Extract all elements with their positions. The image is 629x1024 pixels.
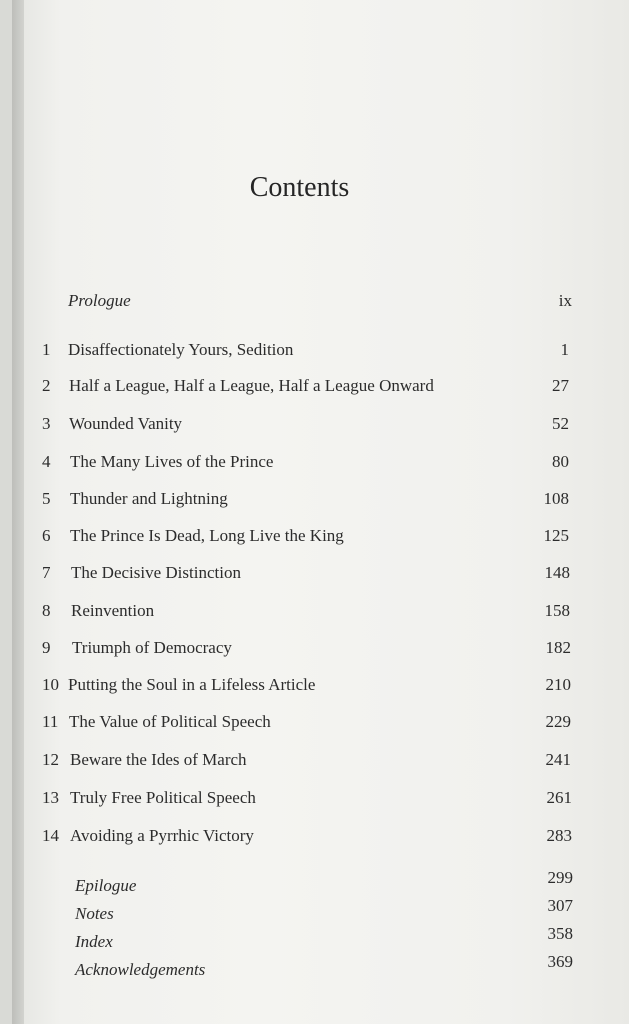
toc-page: 307 (547, 896, 573, 915)
toc-entry-chapter-10 (12, 671, 629, 699)
toc-entry-acknowledgements (12, 952, 629, 984)
toc-label: Epilogue (75, 876, 137, 895)
toc-entry-chapter-4 (12, 448, 629, 476)
toc-entry-chapter-9 (12, 634, 629, 662)
toc-page: 283 (546, 826, 572, 845)
chapter-number: 2 (42, 376, 51, 395)
chapter-number: 6 (42, 526, 51, 545)
toc-label: Beware the Ides of March (70, 750, 247, 769)
toc-label: Putting the Soul in a Lifeless Article (68, 675, 316, 694)
toc-entry-chapter-7 (12, 559, 629, 587)
chapter-number: 3 (42, 414, 51, 433)
toc-label: Reinvention (71, 601, 155, 620)
toc-page: 108 (543, 489, 569, 508)
chapter-number: 13 (42, 788, 59, 807)
toc-page: 125 (543, 526, 569, 545)
book-page (12, 0, 629, 1024)
toc-entry-prologue (12, 287, 629, 315)
toc-entry-notes (12, 896, 629, 928)
toc-label: Truly Free Political Speech (70, 788, 256, 807)
toc-entry-chapter-3 (12, 410, 629, 438)
toc-label: Acknowledgements (75, 960, 206, 979)
toc-page: ix (558, 291, 572, 310)
toc-entry-index (12, 924, 629, 956)
toc-entry-chapter-6 (12, 522, 629, 550)
toc-label: Half a League, Half a League, Half a League Onward (69, 376, 434, 395)
toc-page: 158 (544, 601, 570, 620)
toc-page: 52 (552, 414, 569, 433)
toc-entry-chapter-1 (12, 336, 629, 364)
toc-entry-epilogue (12, 868, 629, 900)
toc-page: 182 (545, 638, 571, 657)
chapter-number: 11 (42, 712, 59, 731)
toc-entry-chapter-11 (12, 708, 629, 736)
toc-page: 1 (560, 340, 569, 359)
toc-page: 229 (545, 712, 571, 731)
toc-label: Disaffectionately Yours, Sedition (68, 340, 294, 359)
toc-page: 27 (552, 376, 569, 395)
toc-page: 358 (547, 924, 573, 943)
toc-label: Triumph of Democracy (72, 638, 232, 657)
chapter-number: 9 (42, 638, 51, 657)
toc-label: Thunder and Lightning (70, 489, 228, 508)
toc-entry-chapter-2 (12, 372, 629, 400)
chapter-number: 4 (42, 452, 51, 471)
toc-label: Notes (75, 904, 114, 923)
toc-entry-chapter-13 (12, 784, 629, 812)
toc-label: The Many Lives of the Prince (70, 452, 274, 471)
toc-label: Prologue (68, 291, 131, 310)
page-title: Contents (249, 172, 350, 203)
chapter-number: 1 (42, 340, 51, 359)
toc-entry-chapter-12 (12, 746, 629, 774)
toc-label: The Prince Is Dead, Long Live the King (70, 526, 344, 545)
toc-entry-chapter-8 (12, 597, 629, 625)
toc-page: 210 (545, 675, 571, 694)
toc-page: 148 (544, 563, 570, 582)
toc-label: Avoiding a Pyrrhic Victory (70, 826, 254, 845)
toc-page: 299 (547, 868, 573, 887)
toc-label: Index (75, 932, 113, 951)
toc-page: 261 (546, 788, 572, 807)
toc-entry-chapter-5 (12, 485, 629, 513)
toc-page: 80 (552, 452, 569, 471)
chapter-number: 8 (42, 601, 51, 620)
chapter-number: 14 (42, 826, 59, 845)
toc-label: The Decisive Distinction (71, 563, 241, 582)
toc-page: 369 (547, 952, 573, 971)
toc-label: Wounded Vanity (69, 414, 183, 433)
chapter-number: 5 (42, 489, 51, 508)
chapter-number: 12 (42, 750, 59, 769)
toc-label: The Value of Political Speech (69, 712, 271, 731)
chapter-number: 10 (42, 675, 59, 694)
toc-page: 241 (545, 750, 571, 769)
chapter-number: 7 (42, 563, 51, 582)
toc-entry-chapter-14 (12, 822, 629, 850)
